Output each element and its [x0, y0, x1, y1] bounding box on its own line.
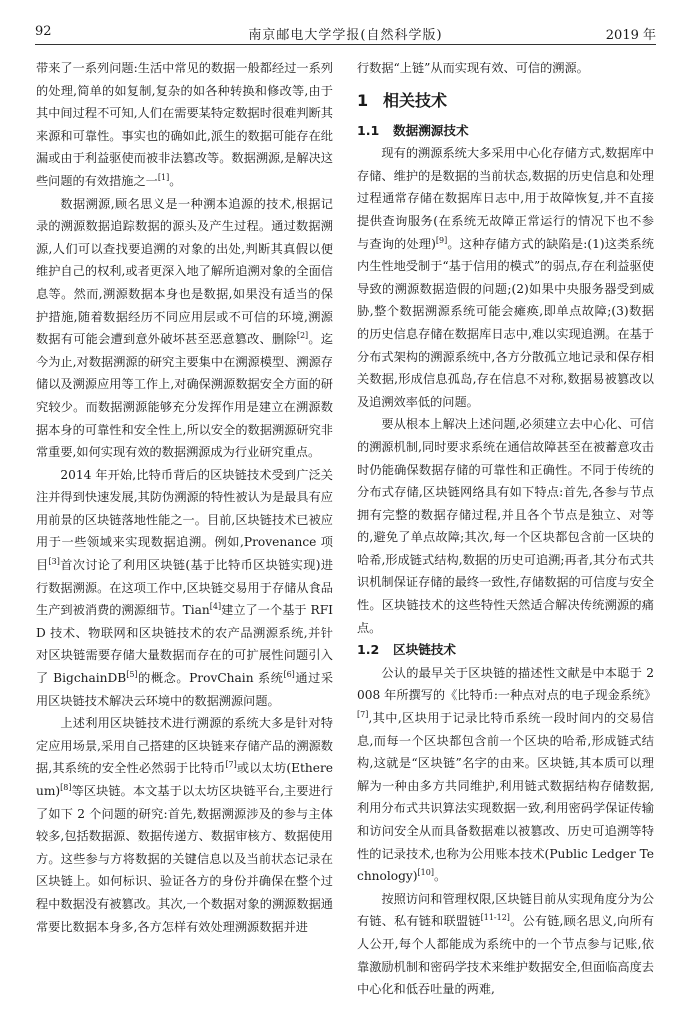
paragraph-continued: 行数据“上链”从而实现有效、可信的溯源。	[357, 61, 589, 75]
paragraph-data-provenance: 数据溯源,顾名思义是一种溯本追源的技术,根据记录的溯源数据追踪数据的源头及产生过程。通过数据溯源,人们可以查找要追溯的对象的出处,判断其真假以便维护自己的权利,或者更深入地了解所追溯对象的全面信息等。然而,溯源数据本身也是数据,如果没有适当的保护措施,随着数据经历不同应用层或不可信的环境,溯源数据有可能会遭到意外破坏甚至恶意篡改、删除[2]。迄今为止,对数据溯源的研究主要集中在溯源模型、溯源存储以及溯源应用等工作上,对确保溯源数据安全方面的研究较少。而数据溯源能够充分发挥作用是建立在溯源数据本身的可靠性和安全性上,所以安全的数据溯源研究非常重要,如何实现有效的数据溯源成为行业研究重点。	[36, 196, 334, 460]
page-number: 92	[35, 24, 52, 39]
paragraph-intro-continued: 带来了一系列问题:生活中常见的数据一般都经过一系列的处理,简单的如复制,复杂的如各种转换和修改等,由于其中间过程不可知,人们在需要某特定数据时很难判断其来源和可靠性。事实也的确如此,派生的数据可能存在纰漏或由于利益驱使而被非法篡改等。数据溯源,是解决这些问题的有效措施之一[1]。	[36, 61, 333, 188]
citation[interactable]: [4]	[209, 602, 222, 612]
citation[interactable]: [8]	[60, 782, 72, 792]
citation[interactable]: [9]	[435, 235, 448, 245]
citation[interactable]: [10]	[417, 868, 434, 878]
citation[interactable]: [2]	[296, 331, 309, 341]
journal-title: 南京邮电大学学报(自然科学版)	[248, 28, 443, 43]
running-header	[35, 22, 656, 45]
subsection-heading-provenance: 1.1 数据溯源技术	[357, 122, 469, 138]
right-column	[357, 57, 657, 1001]
paragraph-decentralized-mechanism: 要从根本上解决上述问题,必须建立去中心化、可信的溯源机制,同时要求系统在通信故障甚至在被蓄意攻击时仍能确保数据存储的可靠性和正确性。不同于传统的分布式存储,区块链网络具有如下特点:首先,各参与节点拥有完整的数据存储过程,并且各个节点是独立、对等的,避免了单点故障;其次,每一个区块都包含前一区块的哈希,形成链式结构,数据的历史可追溯;再者,其分布式共识机制保证存储的最终一致性,存储数据的可信度与安全性。区块链技术的这些特性天然适合解决传统溯源的痛点。	[357, 417, 654, 635]
citation[interactable]: [7]	[225, 760, 237, 770]
citation[interactable]: [6]	[283, 669, 295, 679]
citation[interactable]: [7]	[357, 709, 369, 719]
paragraph-blockchain-types: 按照访问和管理权限,区块链目前从实现角度分为公有链、私有链和联盟链[11-12]。公有链,顾名思义,向所有人公开,每个人都能成为系统中的一个节点参与记账,依靠激励机制和密码学技术来维护数据安全,但面临高度去中心化和低吞吐量的两难,	[357, 891, 655, 997]
citation[interactable]: [5]	[126, 669, 138, 679]
citation[interactable]: [1]	[157, 172, 170, 182]
citation[interactable]: [3]	[48, 557, 60, 566]
paragraph-centralized-storage: 现有的溯源系统大多采用中心化存储方式,数据库中存储、维护的是数据的当前状态,数据的历史信息和处理过程通常存储在数据库日志中,用于故障恢复,并不直接提供查询服务(在系统无故障正常运行的情况下也不参与查询的处理)[9]。这种存储方式的缺陷是:(1)这类系统内生性地受制于“基于信用的模式”的弱点,存在利益驱使导致的溯源数据造假的问题;(2)如果中央服务器受到威胁,整个数据溯源系统可能会瘫痪,即单点故障;(3)数据的历史信息存储在数据库日志中,难以实现追溯。在基于分布式架构的溯源系统中,各方分散孤立地记录和保存相关数据,形成信息孤岛,存在信息不对称,数据易被篡改以及追溯效率低的问题。	[357, 146, 654, 409]
subsection-heading-blockchain: 1.2 区块链技术	[357, 642, 456, 658]
paragraph-research-problems: 上述利用区块链技术进行溯源的系统大多是针对特定应用场景,采用自己搭建的区块链来存储产品的溯源数据,其系统的安全性必然弱于比特币[7]或以太坊(Ethereum)[8]等区块链。本文基于以太坊区块链平台,主要进行了如下 2 个问题的研究:首先,数据溯源涉及的参与主体较多,包括数据源、数据传递方、数据审核方、数据使用方。这些参与方将数据的关键信息以及当前状态记录在区块链上。如何标识、验证各方的身份并确保在整个过程中数据没有被篡改。其次,一个数据对象的溯源数据通常要比数据本身多,各方怎样有效处理溯源数据并进	[36, 716, 333, 934]
publication-year: 2019 年	[605, 28, 656, 43]
paragraph-blockchain-definition: 公认的最早关于区块链的描述性文献是中本聪于 2008 年所撰写的《比特币:一种点对点的电子现金系统》[7],其中,区块用于记录比特币系统一段时间内的交易信息,而每一个区块都包含前一个区块的哈希,形成链式结构,这就是“区块链”名字的由来。区块链,其本质可以理解为一种由多方共同维护,利用链式数据结构存储数据,利用分布式共识算法实现数据一致,利用密码学保证传输和访问安全从而具备数据难以被篡改、历史可追溯等特性的记录技术,也称为公用账本技术(Public Ledger Technology)[10]。	[357, 665, 657, 884]
citation[interactable]: [11-12]	[480, 913, 510, 923]
section-heading-related-work: 1 相关技术	[357, 90, 448, 110]
left-column	[36, 57, 333, 938]
paragraph-blockchain-history: 2014 年开始,比特币背后的区块链技术受到广泛关注并得到快速发展,其防伪溯源的特性被认为是最具有应用前景的区块链落地性能之一。目前,区块链技术已被应用于一些领域来实现数据追溯。例如,Provenance 项目[3]首次讨论了利用区块链(基于比特币区块链实现)进行数据溯源。在这项工作中,区块链交易用于存储从食品生产到被消费的溯源细节。Tian[4]建立了一个基于 RFID 技术、物联网和区块链技术的农产品溯源系统,并针对区块链需要存储大量数据而存在的可扩展性问题引入了 BigchainDB[5]的概念。ProvChain 系统[6]通过采用区块链技术解决云环境中的数据溯源问题。	[36, 467, 334, 708]
